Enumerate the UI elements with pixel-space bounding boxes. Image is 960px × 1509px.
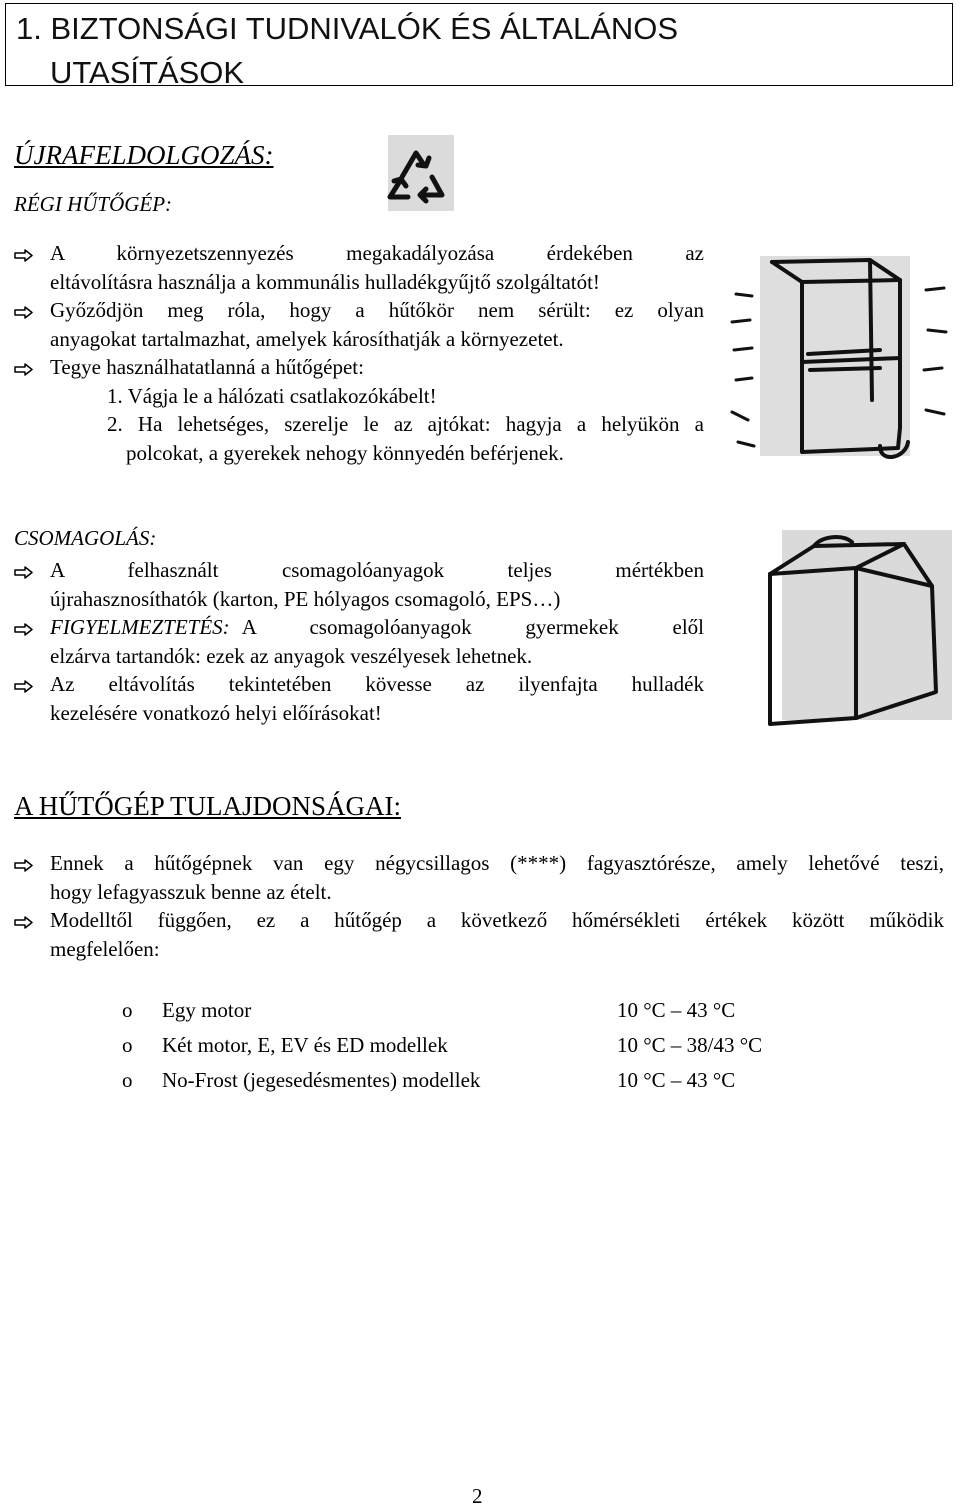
arrow-right-icon [14, 556, 36, 584]
bullet-text-line: Az eltávolítás tekintetében kövesse az ilyenfajta hulladék [50, 672, 704, 696]
list-item [14, 906, 944, 964]
row-marker: o [122, 1033, 133, 1057]
arrow-right-icon [14, 296, 36, 324]
arrow-right-icon [14, 849, 36, 877]
list-item [14, 353, 704, 468]
features-heading: A HŰTŐGÉP TULAJDONSÁGAI: [14, 791, 402, 821]
bullet-text-line: Győződjön meg róla, hogy a hűtőkör nem sérült: ez olyan [50, 298, 704, 322]
old-fridge-subheading: RÉGI HŰTŐGÉP: [14, 192, 173, 216]
package-box-illustration [752, 528, 957, 726]
list-item [14, 296, 704, 354]
list-item [14, 239, 704, 297]
bullet-text-line: anyagokat tartalmazhat, amelyek károsíthatják a környezetet. [50, 326, 564, 351]
recycling-symbol [372, 133, 462, 215]
temperature-range: 10 °C – 43 °C [617, 1068, 736, 1092]
step-text: 2. Ha lehetséges, szerelje le az ajtókat: hagyja a helyükön a [107, 412, 704, 436]
packaging-heading: CSOMAGOLÁS: [14, 526, 157, 550]
arrow-right-icon [14, 239, 36, 267]
arrow-right-icon [14, 613, 36, 641]
page-number: 2 [472, 1484, 483, 1508]
model-name: Két motor, E, EV és ED modellek [162, 1033, 448, 1057]
bullet-text-line: újrahasznosíthatók (karton, PE hólyagos csomagoló, EPS…) [50, 586, 561, 611]
bullet-text-line: hogy lefagyasszuk benne az ételt. [50, 879, 332, 904]
bullet-text-line: A csomagolóanyagok gyermekek elől [241, 615, 704, 639]
arrow-right-icon [14, 906, 36, 934]
temperature-range: 10 °C – 38/43 °C [617, 1033, 763, 1057]
arrow-right-icon [14, 670, 36, 698]
list-item [14, 670, 704, 728]
recycling-heading: ÚJRAFELDOLGOZÁS: [14, 140, 274, 170]
bullet-text-line: Tegye használhatatlanná a hűtőgépet: [50, 355, 364, 379]
bullet-text-line: elzárva tartandók: ezek az anyagok veszélyesek lehetnek. [50, 643, 533, 668]
arrow-right-icon [14, 353, 36, 381]
row-marker: o [122, 998, 133, 1022]
section-title-line1: 1. BIZTONSÁGI TUDNIVALÓK ÉS ÁLTALÁNOS [16, 11, 679, 46]
list-item [14, 613, 704, 671]
section-title-line2: UTASÍTÁSOK [50, 55, 245, 90]
section-title [5, 3, 953, 90]
list-item [14, 556, 704, 614]
model-name: No-Frost (jegesedésmentes) modellek [162, 1068, 481, 1092]
step-text: polcokat, a gyerekek nehogy könnyedén beférjenek. [126, 440, 564, 465]
bullet-text-line: eltávolításra használja a kommunális hulladékgyűjtő szolgáltatót! [50, 269, 600, 294]
bullet-text-line: Modelltől függően, ez a hűtőgép a következő hőmérsékleti értékek között működik [50, 908, 944, 932]
temperature-range: 10 °C – 43 °C [617, 998, 736, 1022]
old-fridge-illustration [730, 250, 955, 465]
model-name: Egy motor [162, 998, 252, 1022]
warning-label: FIGYELMEZTETÉS: [50, 615, 230, 639]
bullet-text-line: megfelelően: [50, 936, 160, 961]
row-marker: o [122, 1068, 133, 1092]
step-text: 1. Vágja le a hálózati csatlakozókábelt! [107, 383, 437, 408]
list-item [14, 849, 944, 907]
bullet-text-line: kezelésére vonatkozó helyi előírásokat! [50, 700, 382, 725]
bullet-text-line: Ennek a hűtőgépnek van egy négycsillagos (****) fagyasztórésze, amely lehetővé teszi, [50, 851, 944, 875]
bullet-text-line: A környezetszennyezés megakadályozása érdekében az [50, 241, 704, 265]
bullet-text-line: A felhasznált csomagolóanyagok teljes mértékben [50, 558, 704, 582]
